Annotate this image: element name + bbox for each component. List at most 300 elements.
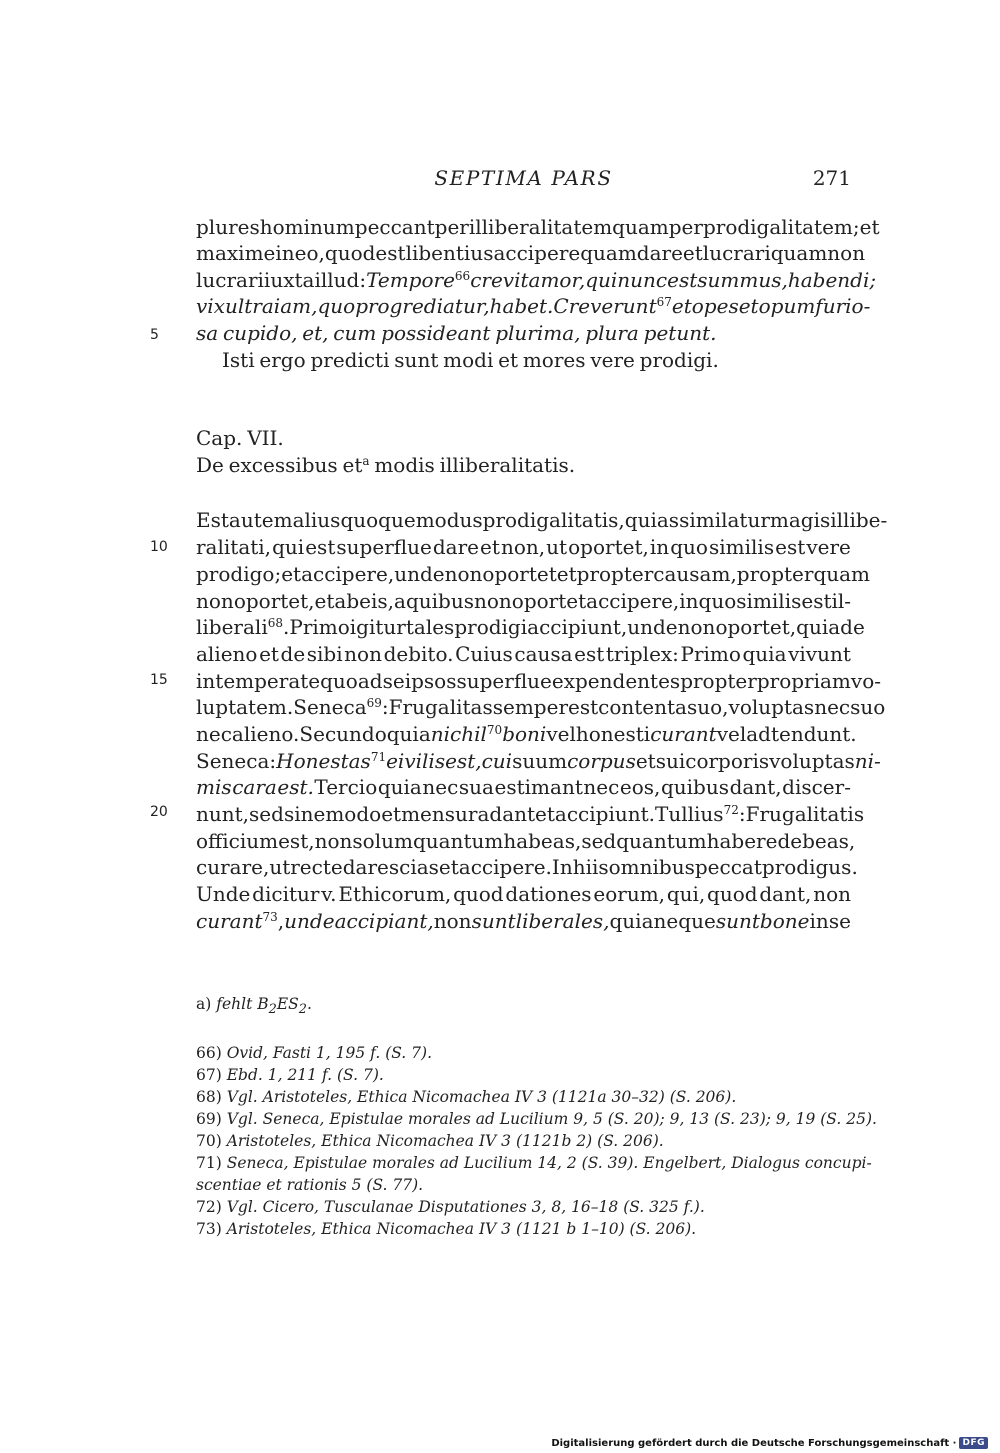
text-line [196, 907, 851, 935]
word: quo [317, 294, 356, 318]
apparatus-label: a) [196, 995, 212, 1013]
word: alieno. [231, 722, 300, 746]
word: non [344, 642, 382, 666]
word: cui [481, 749, 513, 773]
word: expendentes [551, 669, 681, 693]
word: oportet, [233, 589, 315, 613]
word: est [568, 695, 599, 719]
word: quia [386, 722, 431, 746]
footnote: 73) Aristoteles, Ethica Nicomachea IV 3 (1121 b 1–10) (S. 206). [196, 1220, 697, 1238]
word: possideant [381, 321, 491, 345]
word: ut [269, 855, 291, 879]
word: et [281, 562, 302, 586]
word: et [314, 589, 335, 613]
word: Seneca: [196, 749, 277, 773]
word: vix [196, 294, 225, 318]
word: Frugalitatis [745, 802, 865, 826]
word: mores [522, 348, 586, 372]
word: solum [352, 829, 413, 853]
word: quod [453, 882, 504, 906]
word: alius [292, 508, 341, 532]
word: amor, [528, 268, 586, 292]
page-number: 271 [812, 166, 851, 190]
word: Creverunt$^{67}$ [553, 294, 672, 318]
word: Unde [196, 882, 251, 906]
word: prodigi. [639, 348, 719, 372]
word: peccat [694, 855, 762, 879]
text-line [196, 853, 858, 881]
word: opum [758, 294, 816, 318]
word: quam [580, 241, 637, 265]
word: hominum [259, 215, 355, 239]
word: officium [196, 829, 279, 853]
word: luptatem. [196, 695, 294, 719]
word: et [438, 855, 459, 879]
word: qui [624, 508, 657, 532]
word: Tempore$^{66}$ [366, 268, 471, 292]
word: quantum [412, 829, 504, 853]
word: dant, [729, 775, 782, 799]
word: sibi [306, 642, 343, 666]
word: Est [196, 508, 229, 532]
page-header [196, 165, 851, 195]
word: similis [709, 535, 775, 559]
word: In [551, 855, 573, 879]
text-line [196, 560, 871, 588]
word: maxime [196, 241, 276, 265]
word: alieno [196, 642, 258, 666]
word: ergo [259, 348, 306, 372]
word: curare, [196, 855, 270, 879]
word: adtendunt. [746, 722, 857, 746]
word: habeas, [503, 829, 582, 853]
word: quod [324, 241, 376, 265]
text-line [196, 720, 857, 748]
word: et [635, 749, 656, 773]
word: intemperate [196, 669, 321, 693]
word: Tercio [314, 775, 378, 799]
word: boni [502, 722, 547, 746]
word: quam [770, 241, 828, 265]
word: non [677, 615, 716, 639]
word: et [556, 562, 577, 586]
word: eis, [359, 589, 394, 613]
word: plurima, [495, 321, 581, 345]
word: opes [691, 294, 739, 318]
credit-text: Digitalisierung gefördert durch die Deutsche Forschungsgemeinschaft · [551, 1437, 957, 1449]
word: quod [707, 882, 758, 906]
line-number: 5 [150, 327, 159, 343]
word: debeas, [777, 829, 856, 853]
word: Primo [680, 642, 741, 666]
text-line [222, 346, 851, 374]
word: illiberalitatem [468, 215, 613, 239]
word: Frugalitas [388, 695, 493, 719]
word: dare [432, 535, 479, 559]
word: Secundo [299, 722, 387, 746]
word: et [498, 348, 519, 372]
word: habere [706, 829, 778, 853]
word: propter [736, 562, 814, 586]
word: est [305, 535, 336, 559]
word: ni- [854, 749, 881, 773]
word: magis [769, 508, 831, 532]
word: eorum, [593, 882, 666, 906]
word: mis [196, 775, 232, 799]
footnote: 66) Ovid, Fasti 1, 195 f. (S. 7). [196, 1044, 432, 1062]
footnote: 72) Vgl. Cicero, Tusculanae Disputationes 3, 8, 16–18 (S. 325 f.). [196, 1198, 705, 1216]
text-line [196, 266, 877, 294]
word: eos, [619, 775, 661, 799]
word: est [667, 268, 698, 292]
word: non [314, 829, 353, 853]
word: accipiunt. [554, 802, 655, 826]
word: nichil$^{70}$ [430, 722, 503, 746]
word: in [809, 909, 829, 933]
word: accipere. [458, 855, 552, 879]
word: unde [284, 909, 335, 933]
word: triplex: [605, 642, 679, 666]
word: curant$^{73}$, [196, 909, 285, 933]
word: lucrari [196, 268, 264, 292]
word: oportet, [568, 535, 649, 559]
word: predicti [310, 348, 390, 372]
word: quam [813, 562, 871, 586]
word: dare [342, 855, 389, 879]
word: scias [388, 855, 439, 879]
word: prodigi [454, 615, 528, 639]
word: in [679, 589, 699, 613]
word: prodigus. [761, 855, 858, 879]
word: ad [357, 669, 383, 693]
word: sed [249, 802, 284, 826]
word: il- [831, 589, 852, 613]
word: sunt [471, 909, 516, 933]
word: cara [232, 775, 277, 799]
word: et, [302, 321, 329, 345]
text-line [196, 613, 865, 641]
word: VII. [247, 426, 284, 450]
word: se [828, 909, 851, 933]
word: corpus [567, 749, 636, 773]
word: et [381, 802, 402, 826]
word: nec [422, 775, 459, 799]
footnote: 71) Seneca, Epistulae morales ad Lucilium 14, 2 (S. 39). Engelbert, Dialogus concupi- [196, 1154, 872, 1172]
word: se [382, 669, 405, 693]
word: quibus [660, 775, 729, 799]
word: liberali$^{68}$. [196, 615, 290, 639]
dfg-logo: DFG [959, 1437, 988, 1449]
word: eo, [294, 241, 325, 265]
word: contenta [598, 695, 687, 719]
word: et [671, 294, 692, 318]
word: bone [759, 909, 810, 933]
word: quia [742, 642, 787, 666]
word: liberales, [515, 909, 610, 933]
word: non [813, 882, 851, 906]
word: causam, [653, 562, 737, 586]
word: libentius [405, 241, 494, 265]
word: est [574, 642, 605, 666]
word: qui, [666, 882, 706, 906]
word: non [473, 589, 512, 613]
word: oportet [511, 589, 587, 613]
word: lucrari [702, 241, 771, 265]
word: vere [590, 348, 635, 372]
word: ut [546, 535, 568, 559]
line-number: 10 [150, 539, 168, 555]
word: vel [546, 722, 576, 746]
word: nec [196, 722, 232, 746]
word: autem [228, 508, 293, 532]
text-line [196, 587, 851, 615]
word: assimilatur [656, 508, 770, 532]
word: causa [514, 642, 573, 666]
word: de [280, 642, 306, 666]
word: oportet [482, 562, 557, 586]
apparatus-text: fehlt $B_2ES_2$. [216, 995, 312, 1018]
word: est, [278, 829, 315, 853]
word: non [433, 909, 472, 933]
word: quia [609, 909, 654, 933]
text-line [196, 424, 851, 452]
word: dationes [505, 882, 592, 906]
word: et [535, 802, 555, 826]
word: nunt, [196, 802, 250, 826]
word: quia [796, 615, 841, 639]
word: suo [850, 695, 886, 719]
word: quibus [405, 589, 474, 613]
line-number: 15 [150, 672, 168, 688]
text-line [196, 800, 865, 828]
word: oportet, [715, 615, 797, 639]
word: Tullius$^{72}$: [655, 802, 746, 826]
word: prodigalitatem; [702, 215, 860, 239]
word: non [827, 241, 866, 265]
word: honesti [575, 722, 651, 746]
word: illiberalitatis. [439, 453, 576, 477]
word: est [801, 589, 832, 613]
word: vivunt [788, 642, 851, 666]
word: furio- [815, 294, 871, 318]
word: De [196, 453, 224, 477]
text-line [196, 773, 851, 801]
word: peccant [354, 215, 435, 239]
word: igitur [349, 615, 406, 639]
word: non [196, 589, 234, 613]
text-line [196, 239, 866, 267]
word: iam, [273, 294, 318, 318]
word: plura [585, 321, 639, 345]
word: quo [670, 535, 708, 559]
word: iuxta [263, 268, 315, 292]
text-line [196, 213, 880, 241]
word: quia [377, 775, 422, 799]
word: quam [612, 215, 669, 239]
text-line [196, 319, 851, 347]
word: tales [405, 615, 455, 639]
word: modo [325, 802, 382, 826]
word: vel [716, 722, 747, 746]
word: discer- [782, 775, 851, 799]
word: Cuius [455, 642, 513, 666]
word: et [259, 642, 279, 666]
word: ultra [224, 294, 274, 318]
word: sui [655, 749, 686, 773]
word: Isti [222, 348, 255, 372]
word: $et^a$ [342, 453, 370, 477]
word: vilis [404, 749, 446, 773]
word: accipere, [301, 562, 395, 586]
word: et [859, 215, 880, 239]
word: qui [272, 535, 305, 559]
word: quoque [340, 508, 416, 532]
word: sunt [715, 909, 760, 933]
word: neque [653, 909, 716, 933]
word: dicitur [252, 882, 320, 906]
word: prodigo; [196, 562, 282, 586]
text-line [196, 880, 851, 908]
word: qui [585, 268, 618, 292]
word: similis [736, 589, 802, 613]
text-line [196, 451, 851, 479]
word: accipiant, [334, 909, 434, 933]
word: ab [334, 589, 360, 613]
word: accipiunt, [527, 615, 628, 639]
word: unde [394, 562, 445, 586]
word: progrediatur, [355, 294, 490, 318]
word: modus [415, 508, 483, 532]
word: per [668, 215, 703, 239]
word: ralitati, [196, 535, 272, 559]
word: sunt [394, 348, 439, 372]
word: et [682, 241, 703, 265]
word: plures [196, 215, 260, 239]
word: in [649, 535, 670, 559]
digitization-credit [551, 1437, 988, 1449]
word: est [775, 535, 806, 559]
word: Primo [289, 615, 350, 639]
word: vo- [850, 669, 881, 693]
word: petunt. [643, 321, 717, 345]
word: cum [333, 321, 377, 345]
word: habendi; [787, 268, 877, 292]
word: quo [320, 669, 358, 693]
word: voluptas [769, 749, 855, 773]
word: habet. [489, 294, 554, 318]
word: modis [374, 453, 435, 477]
word: prodigalitatis, [482, 508, 625, 532]
word: nec [814, 695, 851, 719]
word: omnibus [608, 855, 695, 879]
word: et [480, 535, 500, 559]
footnote: 68) Vgl. Aristoteles, Ethica Nicomachea IV 3 (1121a 30–32) (S. 206). [196, 1088, 737, 1106]
word: suum [512, 749, 568, 773]
text-line [196, 747, 881, 775]
word: debito. [383, 642, 454, 666]
word: Cap. [196, 426, 243, 450]
word: dant [489, 802, 536, 826]
word: corporis [685, 749, 770, 773]
word: in [275, 241, 295, 265]
word: et [738, 294, 759, 318]
text-line [196, 693, 886, 721]
word: propter [680, 669, 757, 693]
word: modi [443, 348, 494, 372]
word: propriam [756, 669, 851, 693]
text-line [196, 506, 888, 534]
word: v. [321, 882, 337, 906]
footnote: 67) Ebd. 1, 211 f. (S. 7). [196, 1066, 384, 1084]
word: de [840, 615, 865, 639]
word: excessibus [228, 453, 338, 477]
word: semper [492, 695, 568, 719]
word: non [444, 562, 483, 586]
footnote: 70) Aristoteles, Ethica Nicomachea IV 3 (1121b 2) (S. 206). [196, 1132, 664, 1150]
footnote: scentiae et rationis 5 (S. 77). [196, 1176, 424, 1194]
word: sine [283, 802, 326, 826]
word: dare [636, 241, 683, 265]
line-number: 20 [150, 804, 168, 820]
word: cupido, [222, 321, 298, 345]
word: ipsos [404, 669, 457, 693]
word: recte [290, 855, 343, 879]
word: superflue [336, 535, 432, 559]
word: accipere [493, 241, 581, 265]
word: sua [458, 775, 494, 799]
running-title: SEPTIMA PARS [434, 166, 613, 190]
word: mensura [401, 802, 490, 826]
word: quantum [616, 829, 707, 853]
word: nunc [617, 268, 668, 292]
word: per [434, 215, 469, 239]
word: curant [650, 722, 717, 746]
word: superflue [456, 669, 552, 693]
text-line [196, 292, 871, 320]
text-line [196, 640, 851, 668]
word: accipere, [586, 589, 680, 613]
word: estimant [494, 775, 583, 799]
word: est, [445, 749, 482, 773]
apparatus-note [196, 993, 851, 1021]
word: ei [386, 749, 405, 773]
text-line [196, 533, 851, 561]
word: sed [581, 829, 617, 853]
word: dant, [759, 882, 812, 906]
word: illud: [314, 268, 367, 292]
text-line [196, 827, 856, 855]
word: suo, [686, 695, 729, 719]
word: nec [583, 775, 620, 799]
word: Seneca$^{69}$: [293, 695, 389, 719]
word: voluptas [728, 695, 815, 719]
word: a [394, 589, 406, 613]
word: quo [698, 589, 737, 613]
word: hiis [572, 855, 609, 879]
word: crevit [470, 268, 529, 292]
text-line [196, 667, 881, 695]
word: Ethicorum, [338, 882, 452, 906]
word: illibe- [830, 508, 888, 532]
word: est [375, 241, 406, 265]
footnote: 69) Vgl. Seneca, Epistulae morales ad Lucilium 9, 5 (S. 20); 9, 13 (S. 23); 9, 19 (S. 25). [196, 1110, 877, 1128]
word: sa [196, 321, 219, 345]
word: unde [627, 615, 678, 639]
word: non, [500, 535, 546, 559]
word: propter [576, 562, 654, 586]
word: summus, [697, 268, 788, 292]
word: vere [806, 535, 851, 559]
